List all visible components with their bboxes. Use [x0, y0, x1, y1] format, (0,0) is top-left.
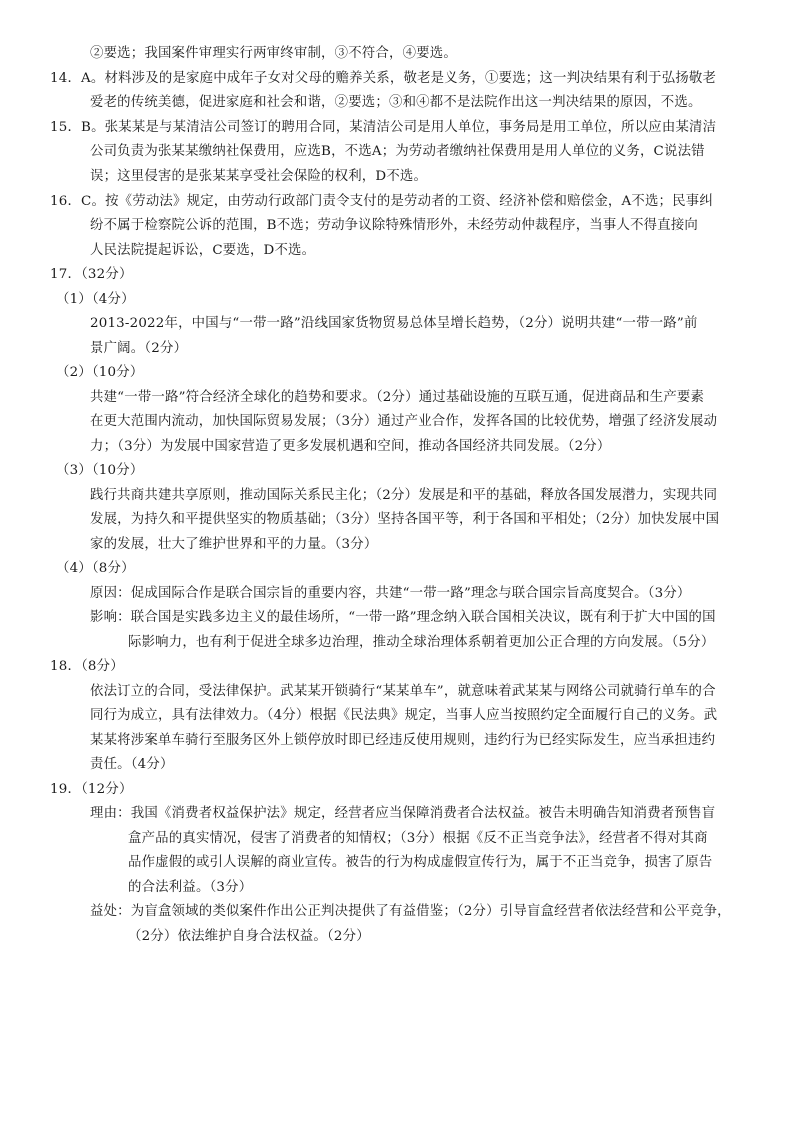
subquestion-heading: （1）（4分）	[56, 292, 135, 307]
text-line: 公司负责为张某某缴纳社保费用，应选B，不选A；为劳动者缴纳社保费用是用人单位的义务，C说法错	[90, 144, 705, 159]
text-line: 际影响力，也有利于促进全球多边治理，推动全球治理体系朝着更加公正合理的方向发展。（5分）	[128, 635, 715, 650]
text-line: 爱老的传统美德，促进家庭和社会和谐，②要选；③和④都不是法院作出这一判决结果的原因，不选。	[90, 95, 702, 110]
text-line: 家的发展，壮大了维护世界和平的力量。（3分）	[90, 537, 378, 552]
text-line: 理由：我国《消费者权益保护法》规定，经营者应当保障消费者合法权益。被告未明确告知消费者预售盲	[90, 806, 716, 821]
text-line: （2分）依法维护自身合法权益。（2分）	[128, 929, 370, 944]
text-line: 16．C。按《劳动法》规定，由劳动行政部门责令支付的是劳动者的工资、经济补偿和赔偿金，A不选；民事纠	[50, 194, 713, 209]
text-line: 景广阔。（2分）	[90, 341, 188, 356]
text-line: 益处：为盲盒领域的类似案件作出公正判决提供了有益借鉴；（2分）引导盲盒经营者依法经营和公平竞争，	[90, 904, 731, 919]
text-line: 依法订立的合同，受法律保护。武某某开锁骑行“某某单车”，就意味着武某某与网络公司就骑行单车的合	[90, 684, 716, 699]
subquestion-heading: （3）（10分）	[56, 463, 144, 478]
question-heading: 18．（8分）	[50, 659, 124, 674]
text-line: 14．A。材料涉及的是家庭中成年子女对父母的赡养关系，敬老是义务，①要选；这一判决结果有利于弘扬敬老	[50, 71, 717, 86]
text-line: 同行为成立，具有法律效力。（4分）根据《民法典》规定，当事人应当按照约定全面履行自己的义务。武	[90, 708, 718, 723]
text-line: 15．B。张某某是与某清洁公司签订的聘用合同，某清洁公司是用人单位，事务局是用工单位，所以应由某清洁	[50, 120, 717, 135]
text-line: 共建“一带一路”符合经济全球化的趋势和要求。（2分）通过基础设施的互联互通，促进商品和生产要素	[90, 390, 705, 405]
question-heading: 17．（32分）	[50, 267, 133, 282]
text-line: 盒产品的真实情况，侵害了消费者的知情权；（3分）根据《反不正当竞争法》，经营者不得对其商	[128, 831, 708, 846]
text-line: 某某将涉案单车骑行至服务区外上锁停放时即已经违反使用规则，违约行为已经实际发生，应当承担违约	[90, 733, 716, 748]
text-line: 2013-2022年，中国与“一带一路”沿线国家货物贸易总体呈增长趋势，（2分）说明共建“一带一路”前	[90, 316, 698, 331]
text-line: 品作虚假的或引人误解的商业宣传。被告的行为构成虚假宣传行为，属于不正当竞争，损害了原告	[128, 855, 713, 870]
subquestion-heading: （4）（8分）	[56, 561, 135, 576]
text-line: 的合法利益。（3分）	[128, 880, 253, 895]
text-line: 力；（3分）为发展中国家营造了更多发展机遇和空间，推动各国经济共同发展。（2分）	[90, 439, 611, 454]
text-line: 原因：促成国际合作是联合国宗旨的重要内容，共建“一带一路”理念与联合国宗旨高度契合。（3分）	[90, 586, 691, 601]
text-line: 责任。（4分）	[90, 757, 174, 772]
text-line: 纷不属于检察院公诉的范围，B不选；劳动争议除特殊情形外，未经劳动仲裁程序，当事人不得直接向	[90, 218, 699, 233]
text-line: 误；这里侵害的是张某某享受社会保险的权利，D不选。	[90, 169, 428, 184]
question-heading: 19．（12分）	[50, 782, 133, 797]
text-line: 人民法院提起诉讼，C要选，D不选。	[90, 243, 316, 258]
text-line: 发展，为持久和平提供坚实的物质基础；（3分）坚持各国平等，利于各国和平相处；（2分）加快发展中国	[90, 512, 720, 527]
text-line: 在更大范围内流动，加快国际贸易发展；（3分）通过产业合作，发挥各国的比较优势，增强了经济发展动	[90, 414, 718, 429]
text-line: 影响：联合国是实践多边主义的最佳场所，“一带一路”理念纳入联合国相关决议，既有利于扩大中国的国	[90, 610, 716, 625]
text-line: 践行共商共建共享原则，推动国际关系民主化；（2分）发展是和平的基础，释放各国发展潜力，实现共同	[90, 488, 718, 503]
text-line: ②要选；我国案件审理实行两审终审制，③不符合，④要选。	[90, 46, 457, 61]
subquestion-heading: （2）（10分）	[56, 365, 144, 380]
